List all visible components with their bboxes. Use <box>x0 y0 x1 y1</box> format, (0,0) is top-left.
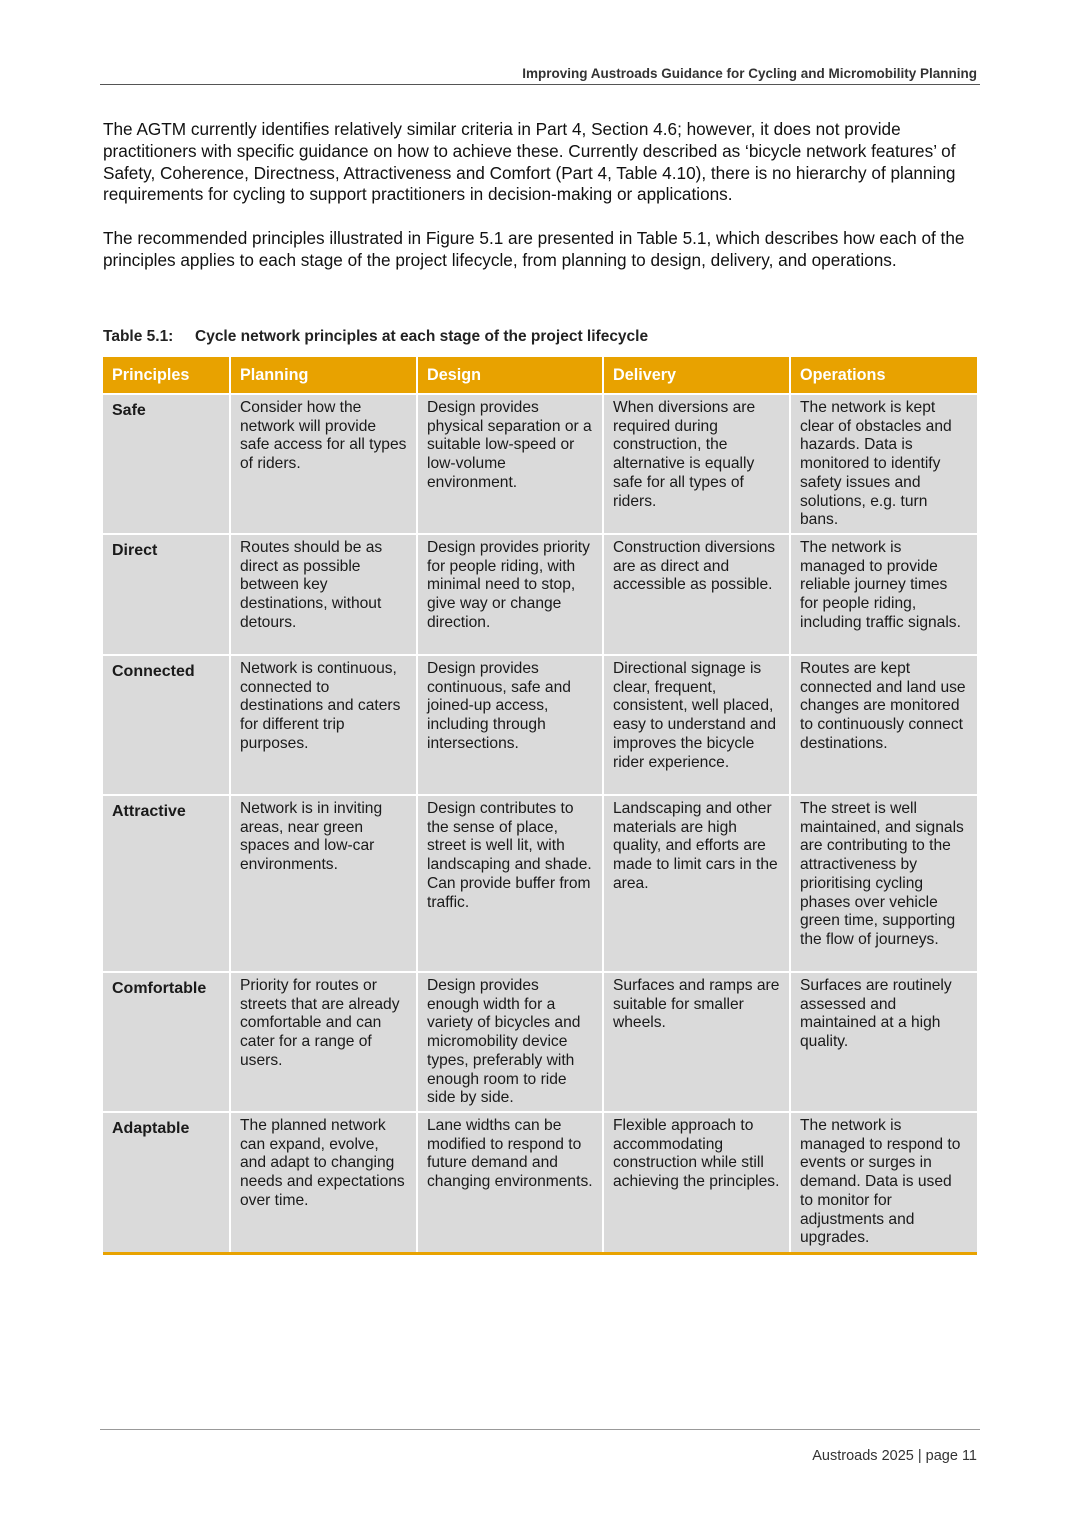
delivery-cell: Surfaces and ramps are suitable for smaller wheels. <box>603 972 790 1112</box>
principle-name: Connected <box>103 655 230 795</box>
delivery-cell: Directional signage is clear, frequent, consistent, well placed, easy to understand and improves the bicycle rider experience. <box>603 655 790 795</box>
planning-cell: Network is continuous, connected to destinations and caters for different trip purposes. <box>230 655 417 795</box>
page-footer: Austroads 2025 | page 11 <box>812 1448 977 1464</box>
principle-name: Comfortable <box>103 972 230 1112</box>
table-header-row <box>103 357 977 394</box>
running-header: Improving Austroads Guidance for Cycling and Micromobility Planning <box>522 66 977 81</box>
design-cell: Design provides priority for people riding, with minimal need to stop, give way or change direction. <box>417 534 603 655</box>
operations-cell: The street is well maintained, and signals are contributing to the attractiveness by prioritising cycling phases over vehicle green time, supporting the flow of journeys. <box>790 795 977 972</box>
footer-rule <box>100 1429 980 1430</box>
design-cell: Design provides enough width for a variety of bicycles and micromobility device types, preferably with enough room to ride side by side. <box>417 972 603 1112</box>
table-caption-text: Cycle network principles at each stage of the project lifecycle <box>195 328 649 345</box>
header-operations: Operations <box>790 357 977 394</box>
principle-name: Attractive <box>103 795 230 972</box>
header-planning: Planning <box>230 357 417 394</box>
table-row-safe <box>103 394 977 534</box>
principle-name: Safe <box>103 394 230 534</box>
operations-cell: The network is managed to respond to events or surges in demand. Data is used to monitor for adjustments and upgrades. <box>790 1112 977 1253</box>
table-row-connected <box>103 655 977 795</box>
principles-table <box>103 357 977 1255</box>
delivery-cell: Landscaping and other materials are high quality, and efforts are made to limit cars in the area. <box>603 795 790 972</box>
header-principles: Principles <box>103 357 230 394</box>
table-row-attractive <box>103 795 977 972</box>
table-row-direct <box>103 534 977 655</box>
principle-name: Adaptable <box>103 1112 230 1253</box>
design-cell: Design provides continuous, safe and joined-up access, including through intersections. <box>417 655 603 795</box>
table-row-adaptable <box>103 1112 977 1253</box>
delivery-cell: When diversions are required during construction, the alternative is equally safe for all types of riders. <box>603 394 790 534</box>
design-cell: Lane widths can be modified to respond to future demand and changing environments. <box>417 1112 603 1253</box>
operations-cell: The network is managed to provide reliable journey times for people riding, including traffic signals. <box>790 534 977 655</box>
header-delivery: Delivery <box>603 357 790 394</box>
design-cell: Design contributes to the sense of place, street is well lit, with landscaping and shade. Can provide buffer from traffic. <box>417 795 603 972</box>
planning-cell: The planned network can expand, evolve, and adapt to changing needs and expectations over time. <box>230 1112 417 1253</box>
operations-cell: Surfaces are routinely assessed and maintained at a high quality. <box>790 972 977 1112</box>
operations-cell: Routes are kept connected and land use changes are monitored to continuously connect destinations. <box>790 655 977 795</box>
intro-paragraph-2: The recommended principles illustrated in Figure 5.1 are presented in Table 5.1, which describes how each of the principles applies to each stage of the project lifecycle, from planning to design, delivery, and operations. <box>103 228 965 270</box>
intro-paragraph-1: The AGTM currently identifies relatively similar criteria in Part 4, Section 4.6; however, it does not provide practitioners with specific guidance on how to achieve these. Currently described as ‘bicycle network features’ of Safety, Coherence, Directness, Attractiveness and Comfort (Part 4, Table 4.10), there is no hierarchy of planning requirements for cycling to support practitioners in decision-making or applications. <box>103 119 956 205</box>
planning-cell: Network is in inviting areas, near green spaces and low-car environments. <box>230 795 417 972</box>
planning-cell: Priority for routes or streets that are already comfortable and can cater for a range of users. <box>230 972 417 1112</box>
principle-name: Direct <box>103 534 230 655</box>
delivery-cell: Flexible approach to accommodating construction while still achieving the principles. <box>603 1112 790 1253</box>
header-design: Design <box>417 357 603 394</box>
planning-cell: Routes should be as direct as possible between key destinations, without detours. <box>230 534 417 655</box>
design-cell: Design provides physical separation or a suitable low-speed or low-volume environment. <box>417 394 603 534</box>
table-row-comfortable <box>103 972 977 1112</box>
table-caption <box>103 328 648 346</box>
planning-cell: Consider how the network will provide safe access for all types of riders. <box>230 394 417 534</box>
delivery-cell: Construction diversions are as direct and accessible as possible. <box>603 534 790 655</box>
header-rule <box>100 84 980 85</box>
table-caption-number: Table 5.1: <box>103 328 174 345</box>
operations-cell: The network is kept clear of obstacles and hazards. Data is monitored to identify safety issues and solutions, e.g. turn bans. <box>790 394 977 534</box>
